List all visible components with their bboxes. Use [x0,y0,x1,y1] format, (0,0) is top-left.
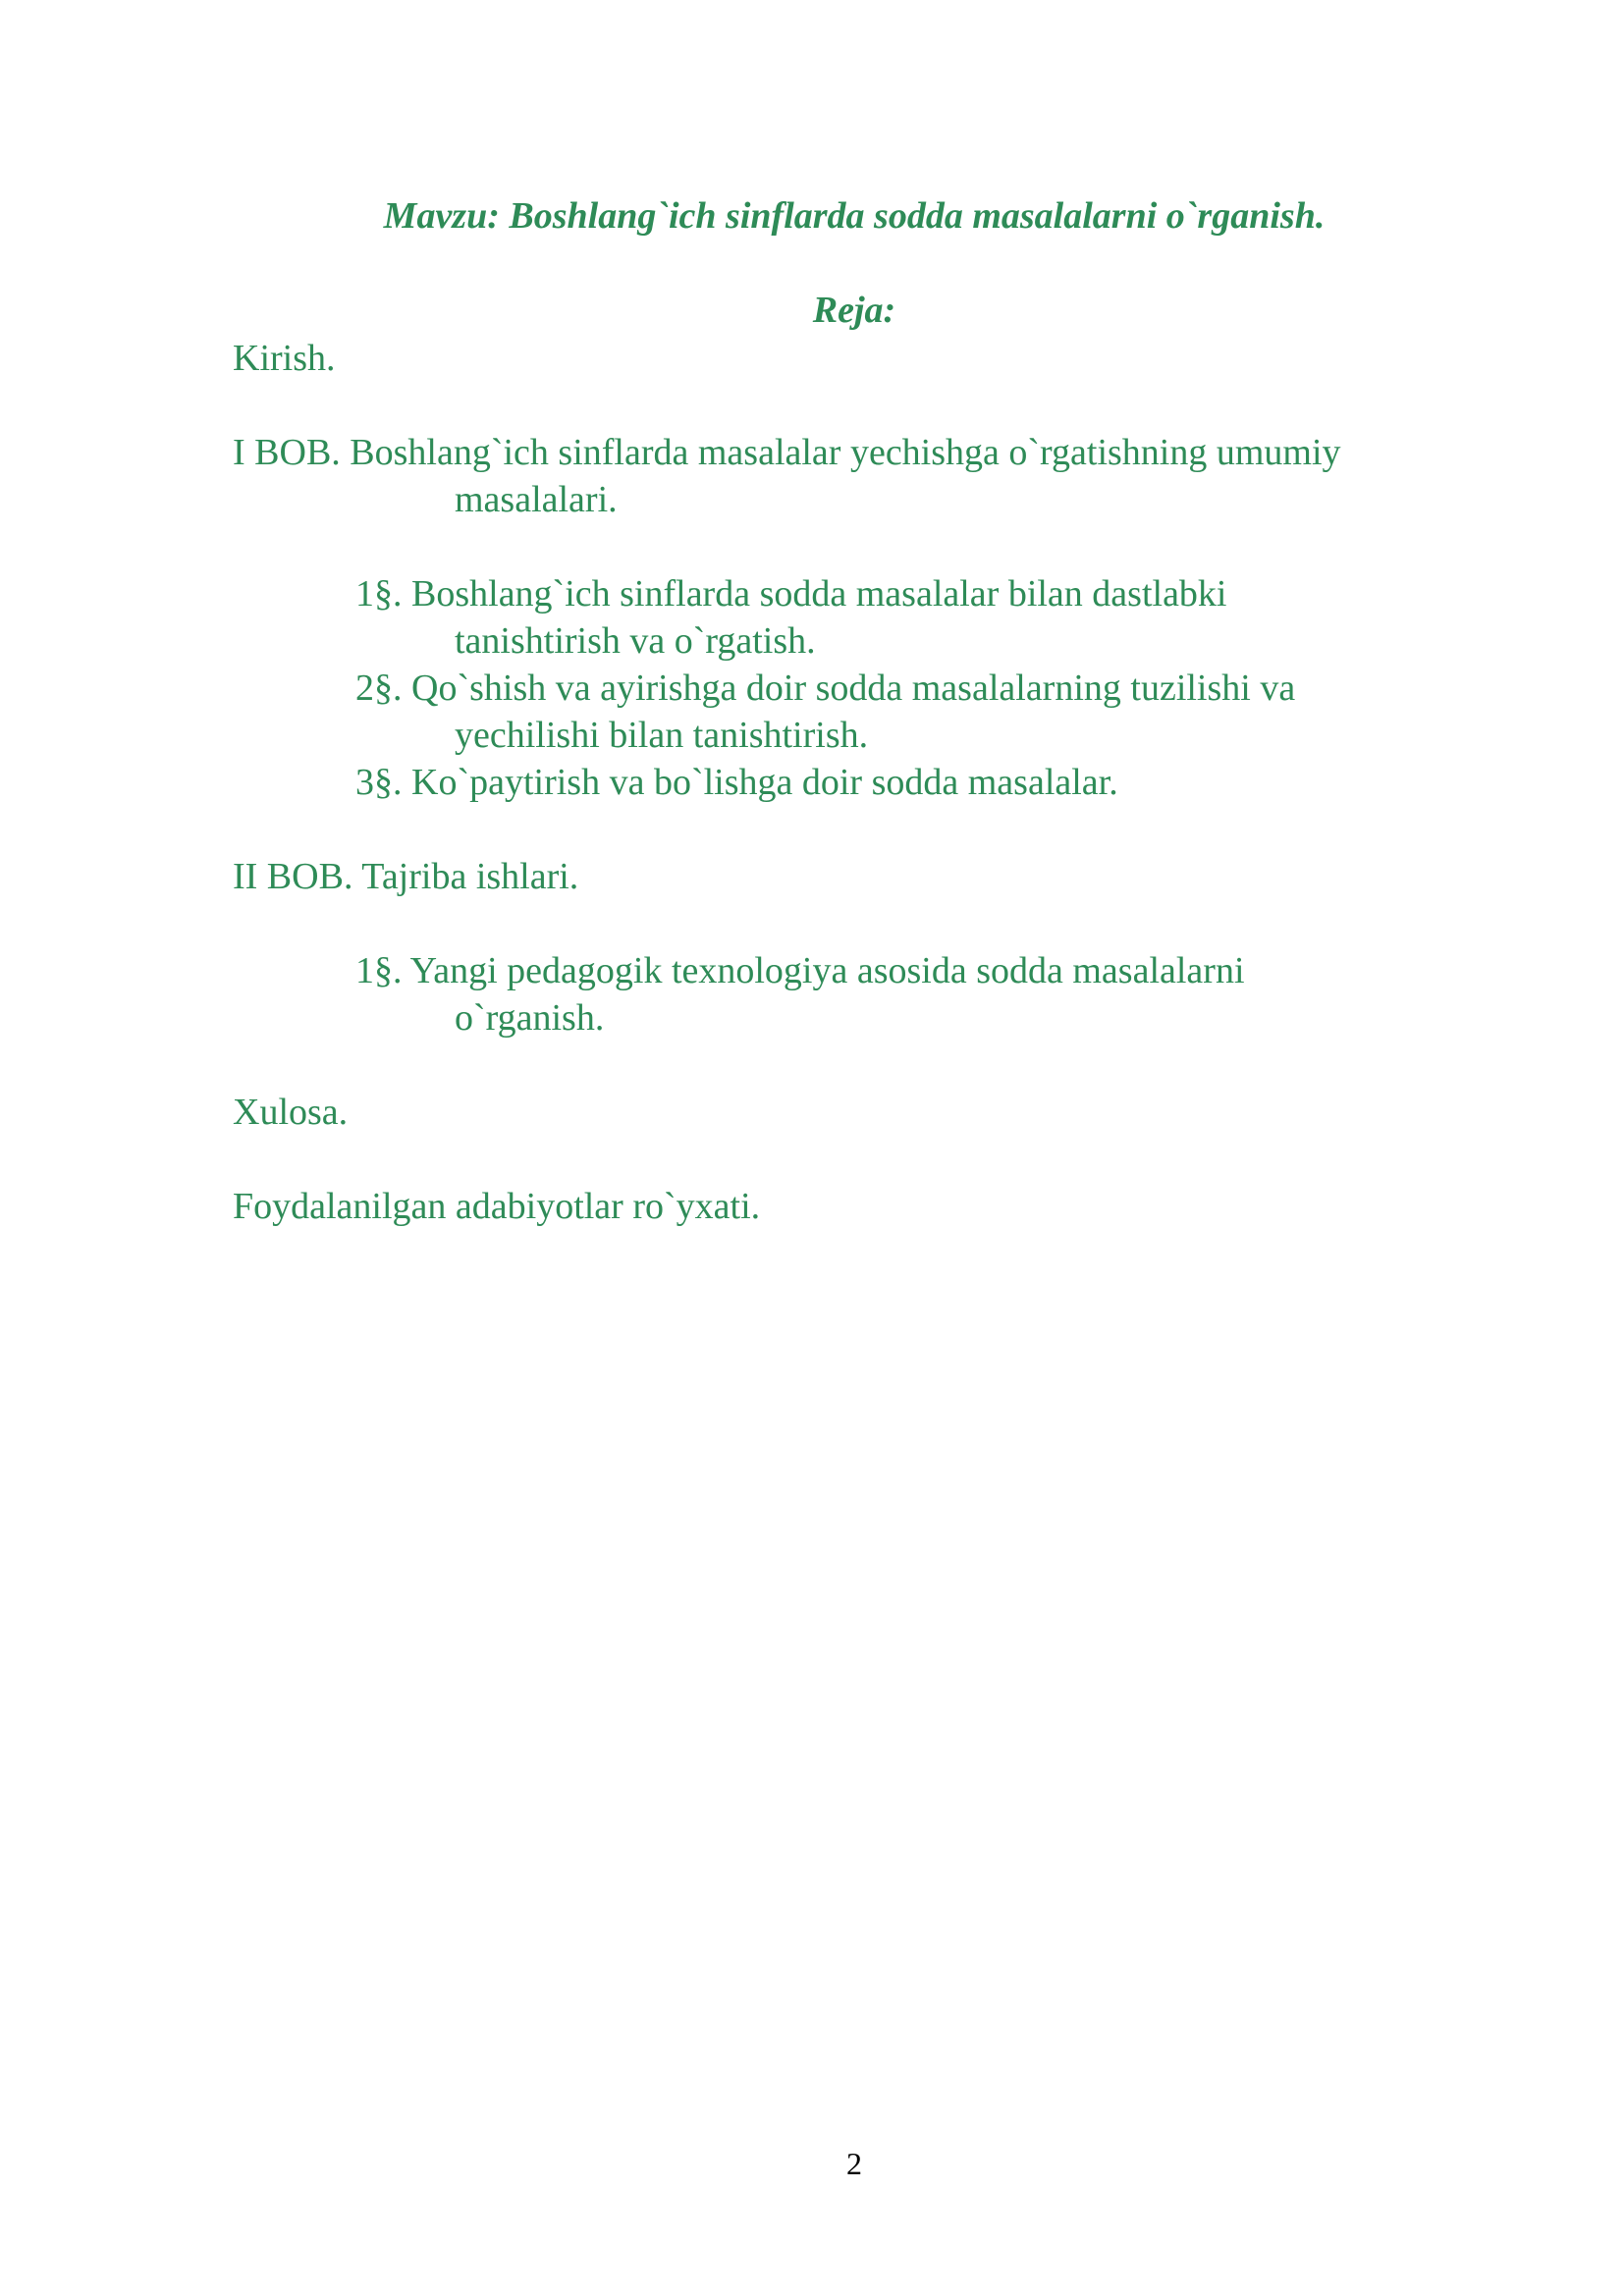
chapter1-section3-line1: 3§. Ko`paytirish va bo`lishga doir sodda masalalar. [355,762,1118,803]
chapter2-section1-line2: o`rganish. [455,997,605,1039]
chapter2-section1-line1: 1§. Yangi pedagogik texnologiya asosida sodda masalalarni [355,950,1245,991]
plan-item-intro: Kirish. [233,338,336,379]
chapter1-section2-line1: 2§. Qo`shish va ayirishga doir sodda masalalarning tuzilishi va [355,667,1296,709]
chapter1-title-line1: I BOB. Boshlang`ich sinflarda masalalar yechishga o`rgatishning umumiy [233,432,1341,473]
page-number: 2 [846,2146,862,2181]
document-title: Mavzu: Boshlang`ich sinflarda sodda masalalarni o`rganish. [383,195,1326,237]
plan-item-references: Foydalanilgan adabiyotlar ro`yxati. [233,1186,761,1227]
chapter1-section2-line2: yechilishi bilan tanishtirish. [455,715,869,756]
plan-heading: Reja: [812,290,896,331]
chapter1-section1-line2: tanishtirish va o`rgatish. [455,620,816,662]
chapter2-title: II BOB. Tajriba ishlari. [233,856,579,897]
chapter1-title-line2: masalalari. [455,479,618,520]
chapter1-section1-line1: 1§. Boshlang`ich sinflarda sodda masalalar bilan dastlabki [355,573,1227,614]
plan-item-conclusion: Xulosa. [233,1092,349,1133]
